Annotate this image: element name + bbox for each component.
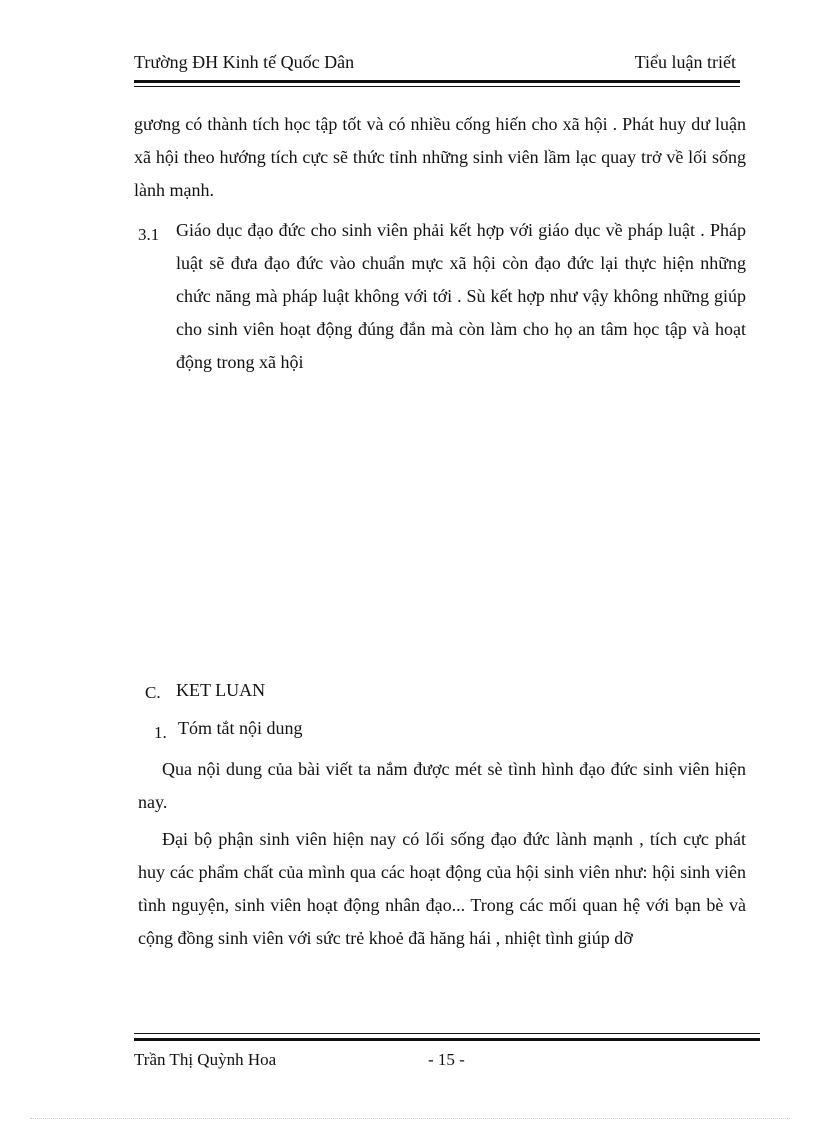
footer-rule-thin xyxy=(134,1033,760,1034)
footer-author: Trần Thị Quỳnh Hoa xyxy=(134,1050,277,1069)
header-title: Tiểu luận triết xyxy=(634,52,736,72)
header-school: Trường ĐH Kinh tế Quốc Dân xyxy=(134,52,355,72)
subsection-1-label: 1. xyxy=(154,723,167,742)
paragraph-intro: gương có thành tích học tập tốt và có nhiều cống hiến cho xã hội . Phát huy dư luận xã hội theo hướng tích cực sẽ thức tỉnh những sinh viên lầm lạc quay trở về lối sống lành mạnh. xyxy=(134,114,746,200)
section-c-label: C. xyxy=(145,683,161,702)
paragraph-summary: Qua nội dung của bài viết ta nắm được mét sè tình hình đạo đức sinh viên hiện nay. xyxy=(138,759,746,812)
header-rule-thin xyxy=(134,86,740,87)
page-number: - 15 - xyxy=(428,1050,465,1069)
paragraph-majority: Đại bộ phận sinh viên hiện nay có lối sống đạo đức lành mạnh , tích cực phát huy các phẩm chất của mình qua các hoạt động của hội sinh viên như: hội sinh viên tình nguyện, sinh viên hoạt động nhân đạo... Trong các mối quan hệ với bạn bè và cộng đồng sinh viên với sức trẻ khoẻ đã hăng hái , nhiệt tình giúp dỡ xyxy=(138,829,746,948)
page-bottom-border xyxy=(30,1118,790,1119)
item-number-3-1: 3.1 xyxy=(138,225,160,244)
footer-rule-thick xyxy=(134,1038,760,1041)
subsection-1-title: Tóm tắt nội dung xyxy=(178,718,303,738)
paragraph-3-1: Giáo dục đạo đức cho sinh viên phải kết hợp với giáo dục về pháp luật . Pháp luật sẽ đưa đạo đức vào chuẩn mực xã hội còn đạo đức lại thực hiện những chức năng mà pháp luật không với tới . Sù kết hợp như vậy không những giúp cho sinh viên hoạt động đúng đắn mà còn làm cho họ an tâm học tập và hoạt động trong xã hội xyxy=(176,220,746,372)
header-rule-thick xyxy=(134,80,740,83)
section-c-title: KET LUAN xyxy=(176,680,266,700)
